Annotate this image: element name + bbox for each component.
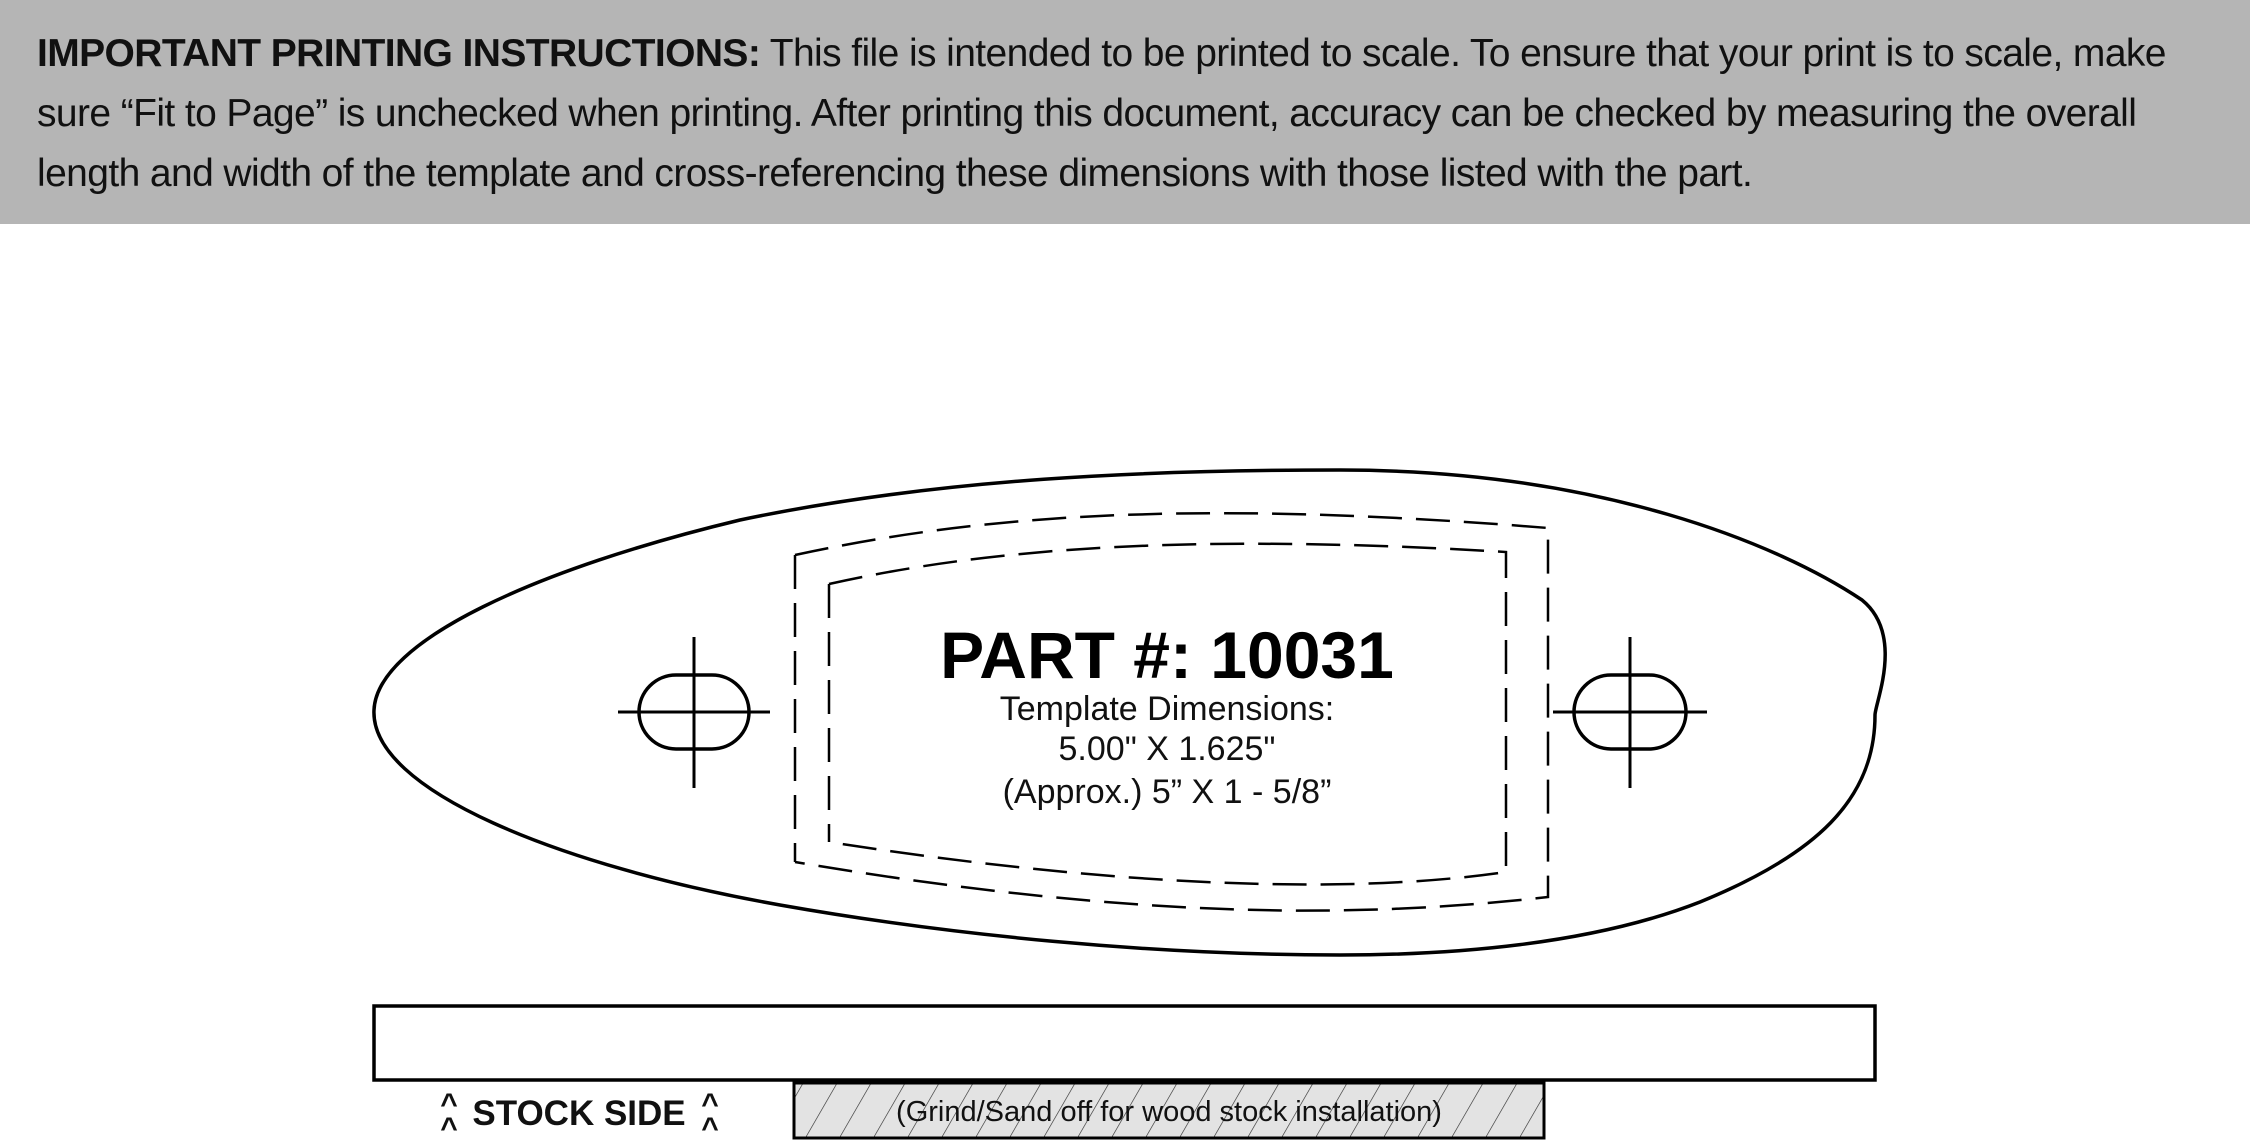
instructions-body: This file is intended to be printed to scale. To ensure that your print is to scale, make sure “Fit to Page” is unchecked when printing. After printing this document, accuracy can be checked by measuring the overall length and width of the template and cross-referencing these dimensions with those listed with the part. bbox=[37, 32, 2166, 195]
stock-side-label: STOCK SIDE bbox=[472, 1094, 686, 1133]
svg-text:^: ^ bbox=[701, 1088, 719, 1121]
crosshair-slot-icon bbox=[618, 637, 770, 788]
part-number: PART #: 10031 bbox=[940, 618, 1394, 692]
dimensions-decimal: 5.00" X 1.625" bbox=[1058, 730, 1276, 768]
dimensions-fraction: (Approx.) 5” X 1 - 5/8” bbox=[1002, 773, 1332, 811]
svg-text:^: ^ bbox=[440, 1088, 458, 1121]
instructions-heading: IMPORTANT PRINTING INSTRUCTIONS: bbox=[37, 32, 761, 75]
side-profile-bar bbox=[374, 1006, 1875, 1080]
caret-up-icon bbox=[440, 1088, 458, 1145]
grind-note: (Grind/Sand off for wood stock installation) bbox=[896, 1096, 1442, 1128]
svg-text:^: ^ bbox=[440, 1112, 458, 1145]
svg-text:^: ^ bbox=[701, 1112, 719, 1145]
crosshair-slot-icon bbox=[1553, 637, 1707, 788]
dimensions-label: Template Dimensions: bbox=[999, 690, 1335, 728]
caret-up-icon bbox=[701, 1088, 719, 1145]
